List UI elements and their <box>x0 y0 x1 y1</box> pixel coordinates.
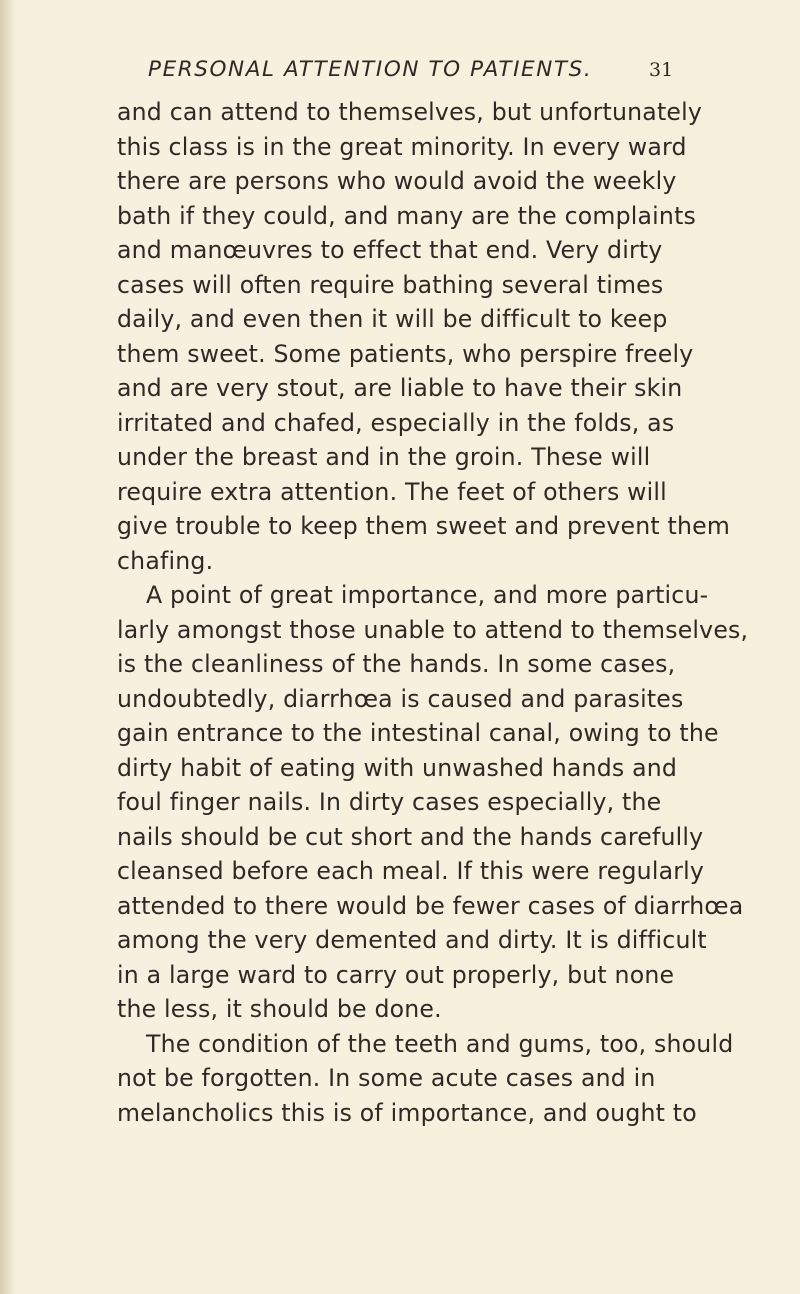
paragraph-first-line: A point of great importance, and more particu- <box>146 581 709 609</box>
text-line: bath if they could, and many are the complaints <box>117 201 697 230</box>
text-line: foul finger nails. In dirty cases especially, the <box>117 788 662 816</box>
running-head <box>148 57 768 91</box>
text-line: and can attend to themselves, but unfortunately <box>117 98 703 126</box>
text-line: chafing. <box>117 546 214 575</box>
text-line: in a large ward to carry out properly, but none <box>117 960 675 989</box>
text-line: and are very stout, are liable to have their skin <box>117 374 683 402</box>
text-line: require extra attention. The feet of others will <box>117 477 667 506</box>
text-line: under the breast and in the groin. These will <box>117 443 651 471</box>
text-line: attended to there would be fewer cases of diarrhœa <box>117 891 744 920</box>
text-line: irritated and chafed, especially in the folds, as <box>117 408 675 437</box>
text-line: this class is in the great minority. In every ward <box>117 132 687 161</box>
page-number: 31 <box>649 59 674 81</box>
text-line: undoubtedly, diarrhœa is caused and parasites <box>117 684 684 713</box>
text-line: the less, it should be done. <box>117 995 442 1023</box>
text-line: among the very demented and dirty. It is difficult <box>117 926 707 954</box>
text-line: give trouble to keep them sweet and prevent them <box>117 512 731 540</box>
text-line: there are persons who would avoid the weekly <box>117 167 677 195</box>
text-line: larly amongst those unable to attend to themselves, <box>117 615 749 644</box>
paragraph-first-line: The condition of the teeth and gums, too, should <box>146 1029 734 1058</box>
text-line: is the cleanliness of the hands. In some cases, <box>117 650 676 678</box>
text-line: cases will often require bathing several times <box>117 270 664 299</box>
page-gutter-shadow <box>0 0 14 1294</box>
body-text <box>117 96 785 1196</box>
text-line: cleansed before each meal. If this were regularly <box>117 857 705 885</box>
text-line: daily, and even then it will be difficult to keep <box>117 305 668 333</box>
running-title: PERSONAL ATTENTION TO PATIENTS. <box>148 57 593 82</box>
text-line: them sweet. Some patients, who perspire freely <box>117 339 694 368</box>
text-line: dirty habit of eating with unwashed hands and <box>117 753 678 782</box>
text-line: nails should be cut short and the hands carefully <box>117 822 704 851</box>
text-line: gain entrance to the intestinal canal, owing to the <box>117 719 719 747</box>
text-line: melancholics this is of importance, and ought to <box>117 1098 697 1127</box>
text-line: and manœuvres to effect that end. Very dirty <box>117 236 663 264</box>
text-line: not be forgotten. In some acute cases and in <box>117 1064 656 1092</box>
